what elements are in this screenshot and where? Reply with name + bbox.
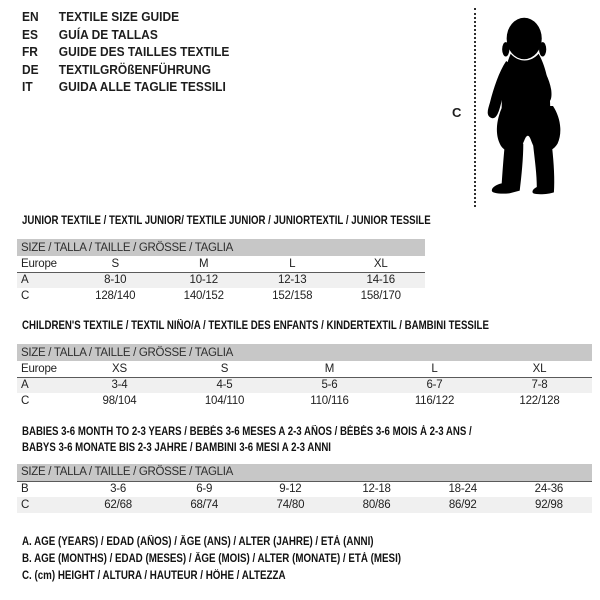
- cell: 80/86: [333, 497, 419, 513]
- cell: 18-24: [448, 483, 477, 496]
- table-row: [17, 481, 592, 497]
- table-row: [17, 361, 592, 377]
- language-row: [22, 26, 229, 44]
- cell: 86/92: [420, 497, 506, 513]
- language-code: DE: [22, 61, 39, 77]
- cell: 3-6: [110, 483, 127, 496]
- size-header-bar: SIZE / TALLA / TAILLE / GRÖSSE / TAGLIA: [17, 464, 592, 481]
- row-label: C: [17, 497, 75, 513]
- measurement-legend: [22, 534, 468, 586]
- cell: 9-12: [279, 483, 302, 496]
- cell: 3-4: [67, 377, 172, 393]
- cell: 74/80: [247, 497, 333, 513]
- cell: 62/68: [75, 497, 161, 513]
- children-size-table: [17, 344, 592, 409]
- babies-size-table: [17, 464, 592, 513]
- language-row: [22, 61, 229, 79]
- cell: S: [172, 361, 277, 377]
- language-list: [22, 8, 247, 96]
- table-row: [17, 393, 592, 409]
- row-label: Europe: [17, 256, 71, 272]
- cell: 5-6: [277, 377, 382, 393]
- row-label: C: [21, 395, 30, 407]
- height-measure-label: C: [452, 105, 462, 120]
- legend-line-c: C. (cm) HEIGHT / ALTURA / HAUTEUR / HÖHE / ALTEZZA: [22, 570, 286, 583]
- baby-toddler-silhouette-icon: [481, 6, 589, 206]
- row-label: Europe: [17, 361, 67, 377]
- language-label: GUÍA DE TALLAS: [58, 26, 158, 42]
- cell: 7-8: [487, 377, 592, 393]
- cell: 122/128: [519, 395, 560, 407]
- cell: M: [160, 256, 249, 272]
- size-header-bar: SIZE / TALLA / TAILLE / GRÖSSE / TAGLIA: [17, 239, 425, 256]
- language-code: EN: [22, 9, 39, 24]
- cell: XL: [487, 361, 592, 377]
- cell: 98/104: [102, 395, 137, 407]
- language-code: IT: [22, 79, 33, 94]
- babies-table-title: [22, 424, 557, 456]
- cell: L: [248, 256, 337, 272]
- language-label: GUIDA ALLE TAGLIE TESSILI: [58, 79, 226, 94]
- cell: 92/98: [506, 497, 592, 513]
- language-code: ES: [22, 26, 38, 42]
- table-row: [17, 256, 425, 272]
- row-label: B: [21, 483, 29, 496]
- table-row: [17, 377, 592, 393]
- cell: 8-10: [71, 272, 160, 288]
- legend-line-a: A. AGE (YEARS) / EDAD (AÑOS) / ÂGE (ANS) / ALTER (JAHRE) / ETÀ (ANNI): [22, 536, 374, 548]
- babies-table-title-line1: BABIES 3-6 MONTH TO 2-3 YEARS / BEBÉS 3-6 MESES A 2-3 AÑOS / BÉBÉS 3-6 MOIS À 2-3 ANS /: [22, 426, 472, 438]
- cell: 104/110: [204, 395, 245, 407]
- language-row: [22, 43, 229, 61]
- table-row: [17, 497, 592, 513]
- cell: 24-36: [534, 483, 564, 496]
- table-row: [17, 288, 425, 304]
- cell: XS: [67, 361, 172, 377]
- language-row: [22, 78, 229, 96]
- table-row: [17, 272, 425, 288]
- cell: 152/158: [272, 290, 313, 302]
- height-dotted-line-icon: [474, 8, 476, 207]
- cell: S: [71, 256, 160, 272]
- cell: 4-5: [172, 377, 277, 393]
- cell: 110/116: [310, 395, 349, 407]
- cell: 158/170: [360, 290, 401, 302]
- cell: 116/122: [414, 395, 455, 407]
- cell: XL: [337, 256, 426, 272]
- language-label: TEXTILGRÖßENFÜHRUNG: [58, 61, 211, 77]
- language-code: FR: [22, 44, 38, 59]
- cell: 12-18: [362, 483, 391, 496]
- cell: 140/152: [183, 290, 224, 302]
- babies-table-title-line2: BABYS 3-6 MONATE BIS 2-3 JAHRE / BAMBINI 3-6 MESI A 2-3 ANNI: [22, 442, 331, 454]
- language-label: GUIDE DES TAILLES TEXTILE: [58, 44, 230, 59]
- cell: 10-12: [160, 272, 249, 288]
- language-label: TEXTILE SIZE GUIDE: [58, 9, 180, 24]
- cell: L: [382, 361, 487, 377]
- legend-line-b: B. AGE (MONTHS) / EDAD (MESES) / ÂGE (MOIS) / ALTER (MONATE) / ETÀ (MESI): [22, 553, 402, 566]
- junior-size-table: [17, 239, 425, 304]
- cell: 128/140: [95, 290, 136, 302]
- junior-table-title: JUNIOR TEXTILE / TEXTIL JUNIOR/ TEXTILE JUNIOR / JUNIORTEXTIL / JUNIOR TESSILE: [22, 215, 431, 227]
- row-label: C: [21, 290, 30, 302]
- row-label: A: [17, 377, 67, 393]
- cell: M: [277, 361, 382, 377]
- row-label: A: [17, 272, 71, 288]
- language-row: [22, 8, 229, 26]
- children-table-title: CHILDREN'S TEXTILE / TEXTIL NIÑO/A / TEXTILE DES ENFANTS / KINDERTEXTIL / BAMBINI TESSILE: [22, 320, 489, 332]
- cell: 6-7: [382, 377, 487, 393]
- cell: 68/74: [161, 497, 247, 513]
- cell: 14-16: [337, 272, 426, 288]
- cell: 6-9: [196, 483, 213, 496]
- size-header-bar: SIZE / TALLA / TAILLE / GRÖSSE / TAGLIA: [17, 344, 592, 361]
- cell: 12-13: [248, 272, 337, 288]
